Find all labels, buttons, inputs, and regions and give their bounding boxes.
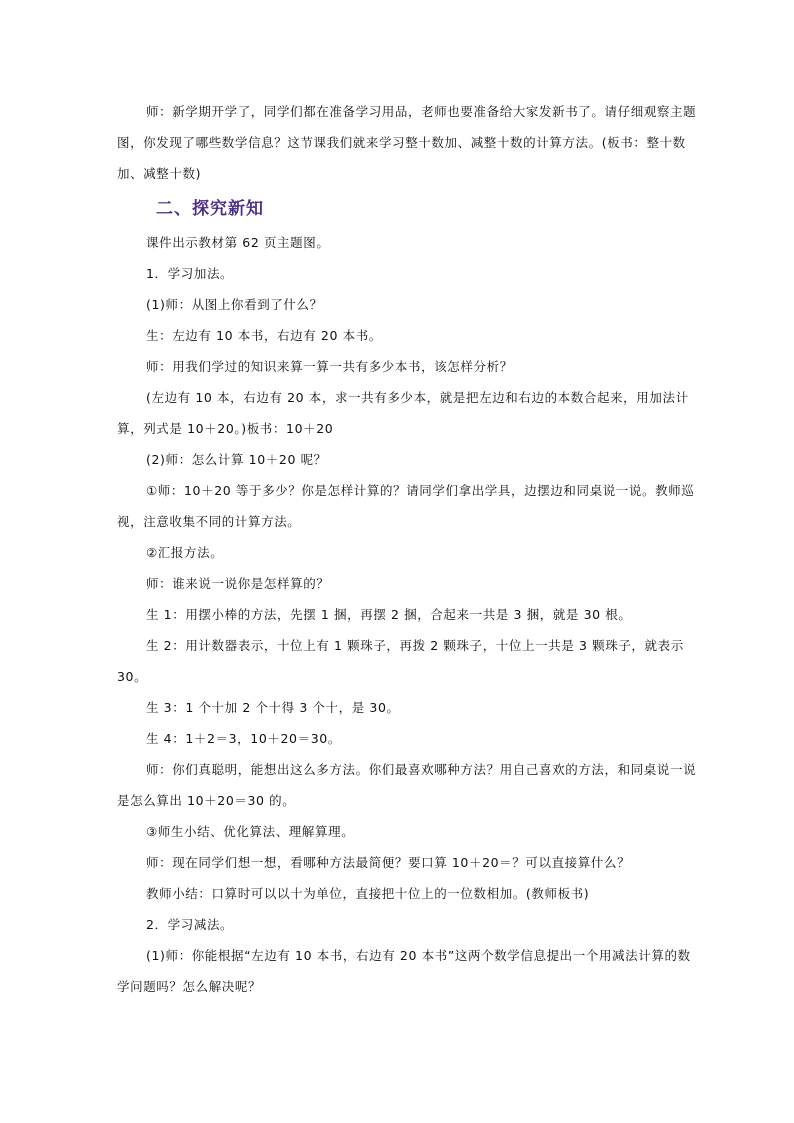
paragraph: 师：现在同学们想一想，看哪种方法最简便？要口算 10＋20＝？可以直接算什么？ — [146, 855, 631, 870]
paragraph: 师：你们真聪明，能想出这么多方法。你们最喜欢哪种方法？用自己喜欢的方法，和同桌说一说是怎么算出 10＋20＝30 的。 — [117, 762, 697, 808]
paragraph: 课件出示教材第 62 页主题图。 — [146, 235, 330, 250]
paragraph: 生：左边有 10 本书，右边有 20 本书。 — [146, 328, 382, 343]
document-body — [117, 96, 699, 1002]
paragraph: (2)师：怎么计算 10＋20 呢？ — [146, 452, 327, 467]
paragraph: 师：谁来说一说你是怎样算的？ — [146, 576, 330, 591]
paragraph: (1)师：你能根据“左边有 10 本书，右边有 20 本书”这两个数学信息提出一个用减法计算的数学问题吗？怎么解决呢？ — [117, 948, 691, 994]
paragraph: 生 1：用摆小棒的方法，先摆 1 捆，再摆 2 捆，合起来一共是 3 捆，就是 30 根。 — [146, 607, 632, 622]
section-heading: 二、探究新知 — [156, 199, 264, 219]
paragraph: 生 2：用计数器表示，十位上有 1 颗珠子，再拨 2 颗珠子，十位上一共是 3 颗珠子，就表示 30。 — [117, 638, 684, 684]
paragraph: (1)师：从图上你看到了什么？ — [146, 297, 323, 312]
paragraph: (左边有 10 本，右边有 20 本，求一共有多少本，就是把左边和右边的本数合起来，用加法计算，列式是 10＋20。)板书：10＋20 — [117, 390, 689, 436]
intro-paragraph: 师：新学期开学了，同学们都在准备学习用品，老师也要准备给大家发新书了。请仔细观察主题图，你发现了哪些数学信息？这节课我们就来学习整十数加、减整十数的计算方法。(板书：整十数加、减整十数) — [117, 104, 697, 181]
paragraph: ③师生小结、优化算法、理解算理。 — [146, 824, 355, 839]
paragraph: 1．学习加法。 — [146, 266, 234, 281]
paragraph: ②汇报方法。 — [146, 545, 224, 560]
paragraph: 生 3：1 个十加 2 个十得 3 个十，是 30。 — [146, 700, 400, 715]
paragraph: 师：用我们学过的知识来算一算一共有多少本书，该怎样分析？ — [146, 359, 513, 374]
paragraph: ①师：10＋20 等于多少？你是怎样计算的？请同学们拿出学具，边摆边和同桌说一说。教师巡视，注意收集不同的计算方法。 — [117, 483, 695, 529]
paragraph: 教师小结：口算时可以以十为单位，直接把十位上的一位数相加。(教师板书) — [146, 886, 590, 901]
paragraph: 生 4：1＋2＝3，10＋20＝30。 — [146, 731, 341, 746]
paragraph: 2．学习减法。 — [146, 917, 234, 932]
